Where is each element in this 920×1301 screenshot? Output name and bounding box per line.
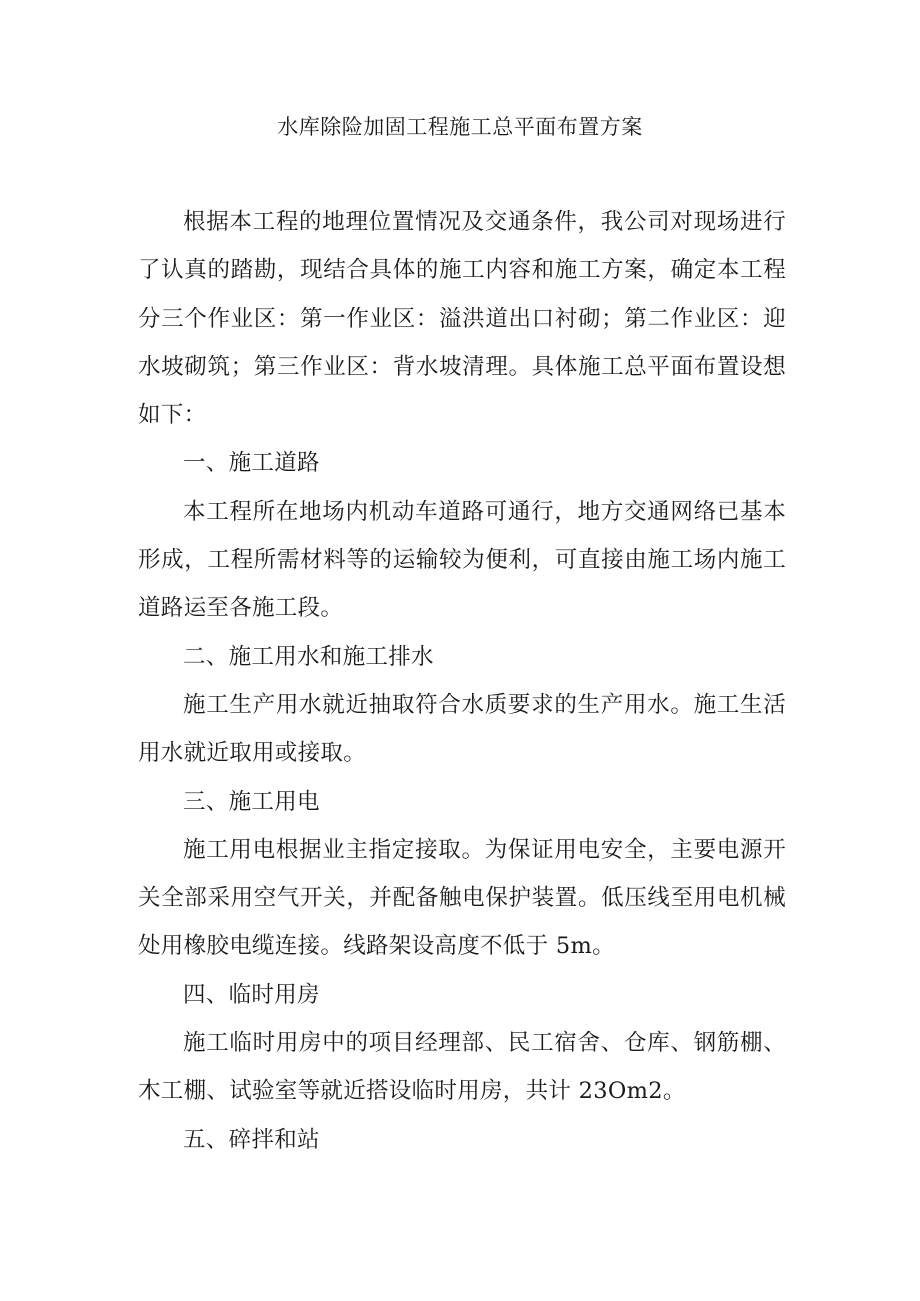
section-heading-water: 二、施工用水和施工排水 — [183, 643, 434, 670]
section-heading-power: 三、施工用电 — [183, 788, 320, 815]
section-text-power: 施工用电根据业主指定接取。为保证用电安全，主要电源开关全部采用空气开关，并配备触电保护装置。低压线至用电机械处用橡胶电缆连接。线路架设高度不低于 5m。 — [138, 836, 786, 960]
document-title: 水库除险加固工程施工总平面布置方案 — [277, 115, 643, 139]
intro-paragraph: 根据本工程的地理位置情况及交通条件，我公司对现场进行了认真的踏勘，现结合具体的施工内容和施工方案，确定本工程分三个作业区：第一作业区：溢洪道出口衬砌；第二作业区：迎水坡砌筑；第三作业区：背水坡清理。具体施工总平面布置设想如下： — [138, 209, 786, 429]
section-heading-temporary-housing: 四、临时用房 — [183, 981, 320, 1008]
section-text-temporary-housing: 施工临时用房中的项目经理部、民工宿舍、仓库、钢筋棚、木工棚、试验室等就近搭设临时用房，共计 23Om2。 — [138, 1030, 786, 1105]
section-heading-mixing-station: 五、碎拌和站 — [183, 1126, 320, 1153]
section-text-roads: 本工程所在地场内机动车道路可通行，地方交通网络已基本形成，工程所需材料等的运输较为便利，可直接由施工场内施工道路运至各施工段。 — [138, 498, 786, 622]
document-body — [138, 198, 786, 1164]
section-heading-roads: 一、施工道路 — [183, 450, 320, 477]
section-text-water: 施工生产用水就近抽取符合水质要求的生产用水。施工生活用水就近取用或接取。 — [138, 691, 786, 767]
